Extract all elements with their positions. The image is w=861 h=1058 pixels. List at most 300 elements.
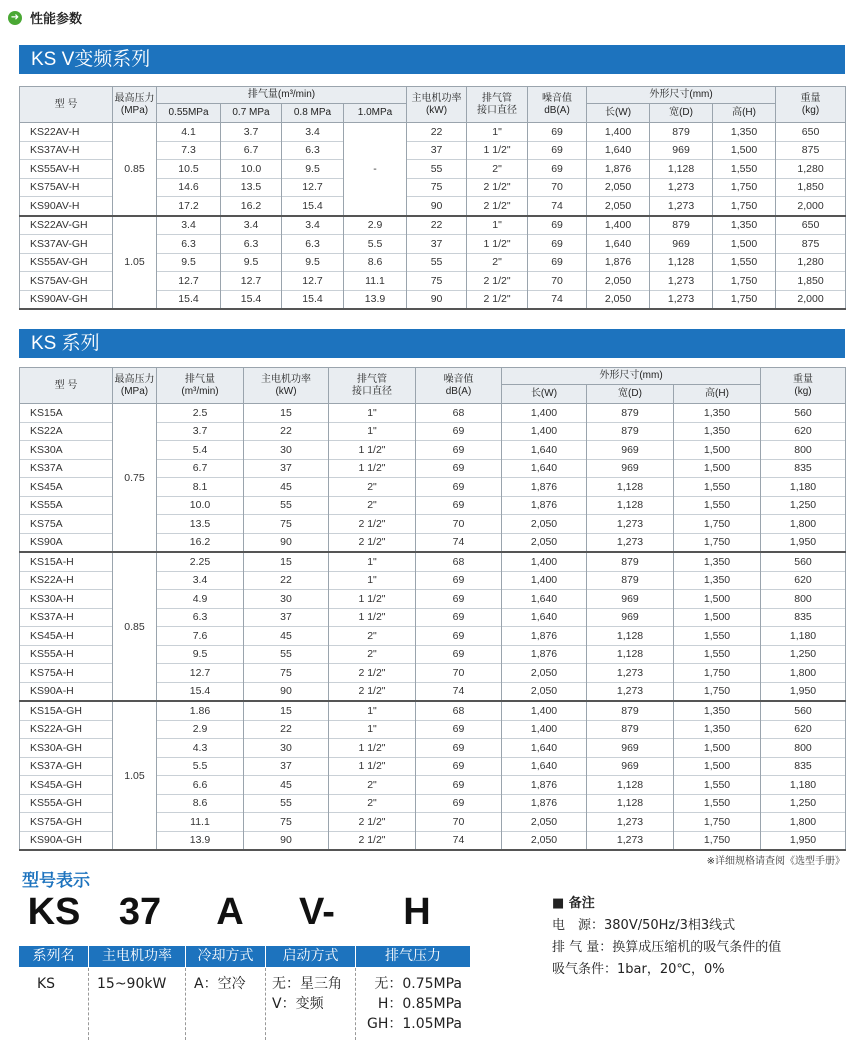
value-cell: 69 (416, 478, 502, 497)
value-cell: 1,950 (761, 682, 846, 701)
value-cell: 1,876 (502, 627, 587, 646)
value-cell: 70 (416, 813, 502, 832)
model-cell: KS37AV-GH (20, 235, 113, 254)
value-cell: 4.3 (157, 739, 244, 758)
value-cell: 2 1/2" (329, 664, 416, 683)
value-cell: 879 (650, 123, 713, 142)
code-series: KS (27, 891, 81, 933)
value-cell: 1" (329, 701, 416, 720)
legend-title: 型号表示 (22, 871, 90, 891)
col-p1: 0.55MPa (157, 104, 221, 123)
value-cell: 2,050 (502, 664, 587, 683)
value-cell: 70 (416, 664, 502, 683)
col-discharge: 排气量 (m³/min) (157, 368, 244, 404)
value-cell: 16.2 (221, 197, 282, 216)
col-p2: 0.7 MPa (221, 104, 282, 123)
value-cell: 650 (776, 123, 846, 142)
value-cell: 1,750 (713, 197, 776, 216)
max-pressure-cell: 0.85 (113, 123, 157, 216)
value-cell: 1" (329, 422, 416, 441)
code-pressure: H (403, 891, 431, 933)
code-power: 37 (118, 891, 162, 933)
value-cell: 1,250 (761, 496, 846, 515)
value-cell: 1 1/2" (467, 235, 528, 254)
model-cell: KS90A-GH (20, 831, 113, 850)
max-pressure-cell: 0.75 (113, 404, 157, 553)
value-cell: 1,750 (674, 533, 761, 552)
value-cell: 37 (244, 608, 329, 627)
model-cell: KS22A-H (20, 571, 113, 590)
value-cell: 1,750 (713, 290, 776, 309)
value-cell: 69 (416, 459, 502, 478)
value-cell: 2 1/2" (329, 831, 416, 850)
value-cell: 1,350 (713, 216, 776, 235)
col-height: 高(H) (674, 385, 761, 404)
value-cell: 1" (329, 404, 416, 423)
value-cell: 69 (528, 235, 587, 254)
value-cell: 10.0 (221, 160, 282, 179)
value-cell: 969 (587, 590, 674, 609)
value-cell: 1,350 (674, 571, 761, 590)
value-cell: 8.1 (157, 478, 244, 497)
model-cell: KS30A (20, 441, 113, 460)
value-cell: 1,750 (674, 813, 761, 832)
value-cell: 1,750 (674, 831, 761, 850)
value-cell: 1,400 (587, 216, 650, 235)
model-cell: KS75A-GH (20, 813, 113, 832)
value-cell: 1 1/2" (329, 590, 416, 609)
value-cell: 22 (407, 123, 467, 142)
value-cell: 68 (416, 552, 502, 571)
value-cell: 2" (467, 253, 528, 272)
value-cell: 1,950 (761, 831, 846, 850)
legend-header (19, 946, 470, 967)
remarks (552, 893, 781, 981)
model-cell: KS55A-H (20, 645, 113, 664)
value-cell: 1,280 (776, 160, 846, 179)
value-cell: 2,050 (502, 515, 587, 534)
model-cell: KS90AV-GH (20, 290, 113, 309)
value-cell: 1,500 (713, 141, 776, 160)
value-cell: 1,550 (674, 794, 761, 813)
value-cell: 1,500 (674, 608, 761, 627)
legend-header-power: 主电机功率 (89, 946, 186, 967)
value-cell: 1 1/2" (329, 739, 416, 758)
value-cell: 1,273 (650, 178, 713, 197)
value-cell: 2,050 (587, 272, 650, 291)
value-cell: 835 (761, 757, 846, 776)
col-dims: 外形尺寸(mm) (502, 368, 761, 385)
value-cell: 1,350 (674, 422, 761, 441)
value-cell: 1,273 (587, 533, 674, 552)
value-cell: 879 (587, 571, 674, 590)
model-cell: KS75A (20, 515, 113, 534)
model-cell: KS22A (20, 422, 113, 441)
value-cell: 14.6 (157, 178, 221, 197)
model-cell: KS37A (20, 459, 113, 478)
value-cell: 1,640 (502, 441, 587, 460)
value-cell: 45 (244, 478, 329, 497)
value-cell: 2" (467, 160, 528, 179)
value-cell: 560 (761, 404, 846, 423)
value-cell: 70 (416, 515, 502, 534)
legend-header-cooling: 冷却方式 (186, 946, 266, 967)
value-cell: 15 (244, 552, 329, 571)
value-cell: 69 (528, 253, 587, 272)
value-cell: 1,350 (674, 552, 761, 571)
col-pipe: 排气管 接口直径 (467, 87, 528, 123)
value-cell: 2 1/2" (329, 682, 416, 701)
value-cell: 879 (587, 404, 674, 423)
value-cell: 9.5 (157, 645, 244, 664)
value-cell: 2 1/2" (329, 533, 416, 552)
value-cell: 69 (416, 496, 502, 515)
value-cell: 1,273 (650, 290, 713, 309)
value-cell: 2.25 (157, 552, 244, 571)
value-cell: 69 (416, 645, 502, 664)
value-cell: 879 (587, 720, 674, 739)
value-cell: 1,550 (674, 627, 761, 646)
value-cell: 1,750 (674, 664, 761, 683)
value-cell: 1,800 (761, 813, 846, 832)
value-cell: 90 (407, 197, 467, 216)
value-cell: 969 (587, 441, 674, 460)
value-cell: 90 (244, 533, 329, 552)
discharge-cell: - (344, 123, 407, 216)
value-cell: 3.4 (157, 571, 244, 590)
value-cell: 969 (587, 757, 674, 776)
value-cell: 2 1/2" (329, 515, 416, 534)
value-cell: 15 (244, 701, 329, 720)
value-cell: 15.4 (157, 290, 221, 309)
value-cell: 2 1/2" (329, 813, 416, 832)
value-cell: 9.5 (282, 253, 344, 272)
value-cell: 1,500 (674, 757, 761, 776)
value-cell: 69 (416, 739, 502, 758)
value-cell: 55 (244, 645, 329, 664)
value-cell: 1,273 (587, 682, 674, 701)
value-cell: 30 (244, 590, 329, 609)
col-power: 主电机功率 (kW) (407, 87, 467, 123)
value-cell: 16.2 (157, 533, 244, 552)
value-cell: 800 (761, 590, 846, 609)
value-cell: 1,876 (587, 253, 650, 272)
value-cell: 1,876 (587, 160, 650, 179)
value-cell: 1,273 (650, 197, 713, 216)
value-cell: 70 (528, 178, 587, 197)
value-cell: 1" (329, 720, 416, 739)
model-cell: KS55AV-GH (20, 253, 113, 272)
model-cell: KS90AV-H (20, 197, 113, 216)
value-cell: 969 (587, 608, 674, 627)
value-cell: 12.7 (157, 664, 244, 683)
value-cell: 2,050 (502, 813, 587, 832)
value-cell: 1,750 (713, 272, 776, 291)
code-cooling: A (216, 891, 244, 933)
value-cell: 12.7 (221, 272, 282, 291)
max-pressure-cell: 1.05 (113, 701, 157, 850)
value-cell: 2 1/2" (467, 178, 528, 197)
value-cell: 4.1 (157, 123, 221, 142)
ksv-banner: KS V变频系列 (19, 45, 845, 74)
value-cell: 2" (329, 627, 416, 646)
value-cell: 75 (244, 813, 329, 832)
remarks-heading: ■ 备注 (552, 896, 595, 911)
value-cell: 69 (416, 794, 502, 813)
value-cell: 1,640 (502, 757, 587, 776)
col-noise: 噪音值 dB(A) (416, 368, 502, 404)
value-cell: 90 (244, 682, 329, 701)
value-cell: 69 (416, 627, 502, 646)
value-cell: 37 (244, 459, 329, 478)
value-cell: 12.7 (157, 272, 221, 291)
value-cell: 5.5 (157, 757, 244, 776)
table-row (20, 701, 846, 720)
value-cell: 875 (776, 235, 846, 254)
value-cell: 5.4 (157, 441, 244, 460)
value-cell: 45 (244, 776, 329, 795)
value-cell: 15.4 (282, 290, 344, 309)
model-cell: KS55A-GH (20, 794, 113, 813)
value-cell: 2,050 (502, 682, 587, 701)
model-cell: KS75AV-H (20, 178, 113, 197)
max-pressure-cell: 0.85 (113, 552, 157, 701)
value-cell: 68 (416, 404, 502, 423)
value-cell: 37 (244, 757, 329, 776)
value-cell: 2,050 (587, 290, 650, 309)
legend-pressure-values: 无：0.75MPa H：0.85MPa GH：1.05MPa (366, 976, 462, 1032)
value-cell: 1,350 (674, 404, 761, 423)
value-cell: 875 (776, 141, 846, 160)
value-cell: 1,128 (587, 478, 674, 497)
value-cell: 74 (528, 197, 587, 216)
value-cell: 1,180 (761, 776, 846, 795)
value-cell: 1,128 (587, 496, 674, 515)
value-cell: 6.3 (157, 235, 221, 254)
table-row (20, 123, 846, 142)
model-cell: KS37A-H (20, 608, 113, 627)
value-cell: 13.9 (157, 831, 244, 850)
value-cell: 2" (329, 496, 416, 515)
value-cell: 1,750 (674, 515, 761, 534)
model-cell: KS45A-GH (20, 776, 113, 795)
legend-power-values: 15~90kW (89, 968, 186, 1040)
value-cell: 1 1/2" (329, 441, 416, 460)
value-cell: 2 1/2" (467, 290, 528, 309)
value-cell: 2,050 (587, 178, 650, 197)
model-cell: KS22AV-GH (20, 216, 113, 235)
value-cell: 74 (416, 682, 502, 701)
value-cell: 12.7 (282, 272, 344, 291)
value-cell: 55 (407, 253, 467, 272)
value-cell: 1,400 (502, 571, 587, 590)
value-cell: 1,876 (502, 645, 587, 664)
max-pressure-cell: 1.05 (113, 216, 157, 310)
value-cell: 30 (244, 739, 329, 758)
value-cell: 75 (407, 178, 467, 197)
value-cell: 1,500 (713, 235, 776, 254)
value-cell: 879 (650, 216, 713, 235)
value-cell: 9.5 (221, 253, 282, 272)
value-cell: 1,128 (650, 253, 713, 272)
col-height: 高(H) (713, 104, 776, 123)
value-cell: 969 (587, 739, 674, 758)
legend-cooling-values: A：空冷 (186, 968, 266, 1040)
col-noise: 噪音值 dB(A) (528, 87, 587, 123)
value-cell: 1,128 (587, 645, 674, 664)
value-cell: 1,800 (761, 515, 846, 534)
section-title: 性能参数 (30, 12, 83, 27)
value-cell: 8.6 (344, 253, 407, 272)
value-cell: 1,400 (502, 701, 587, 720)
value-cell: 1,640 (502, 739, 587, 758)
col-p3: 0.8 MPa (282, 104, 344, 123)
value-cell: 69 (416, 608, 502, 627)
value-cell: 1,876 (502, 478, 587, 497)
value-cell: 1,550 (713, 253, 776, 272)
value-cell: 1,128 (587, 627, 674, 646)
col-pipe: 排气管 接口直径 (329, 368, 416, 404)
value-cell: 1,950 (761, 533, 846, 552)
value-cell: 75 (244, 515, 329, 534)
value-cell: 1,400 (502, 720, 587, 739)
value-cell: 1 1/2" (329, 757, 416, 776)
remark-line: 电 源：380V/50Hz/3相3线式 (552, 918, 736, 933)
value-cell: 10.5 (157, 160, 221, 179)
value-cell: 1,850 (776, 272, 846, 291)
value-cell: 6.3 (282, 235, 344, 254)
value-cell: 1,876 (502, 794, 587, 813)
remark-line: 吸气条件：1bar，20℃，0% (552, 962, 725, 977)
value-cell: 45 (244, 627, 329, 646)
value-cell: 1,400 (587, 123, 650, 142)
value-cell: 1,750 (713, 178, 776, 197)
value-cell: 13.5 (221, 178, 282, 197)
model-cell: KS37A-GH (20, 757, 113, 776)
model-cell: KS15A-H (20, 552, 113, 571)
ks-spec-table (19, 367, 846, 851)
legend-values (19, 968, 470, 1040)
spec-note: ※详细规格请查阅《选型手册》 (706, 856, 845, 867)
value-cell: 3.4 (282, 216, 344, 235)
value-cell: 620 (761, 571, 846, 590)
value-cell: 1,640 (587, 141, 650, 160)
value-cell: 1 1/2" (467, 141, 528, 160)
value-cell: 2" (329, 645, 416, 664)
col-max-pressure: 最高压力 (MPa) (113, 368, 157, 404)
value-cell: 1,500 (674, 590, 761, 609)
value-cell: 6.3 (157, 608, 244, 627)
code-start: V- (299, 891, 335, 933)
value-cell: 1,750 (674, 682, 761, 701)
col-weight: 重量 (kg) (776, 87, 846, 123)
model-cell: KS37AV-H (20, 141, 113, 160)
value-cell: 1,550 (713, 160, 776, 179)
section-header (8, 8, 82, 27)
value-cell: 22 (244, 422, 329, 441)
value-cell: 1,640 (502, 590, 587, 609)
value-cell: 969 (650, 235, 713, 254)
value-cell: 1,640 (502, 608, 587, 627)
value-cell: 69 (528, 160, 587, 179)
legend-start-values: 无：星三角 V：变频 (266, 968, 356, 1040)
value-cell: 1,180 (761, 478, 846, 497)
value-cell: 9.5 (157, 253, 221, 272)
value-cell: 620 (761, 422, 846, 441)
value-cell: 2.9 (344, 216, 407, 235)
value-cell: 74 (528, 290, 587, 309)
legend-series-values: KS (19, 968, 89, 1040)
col-width: 宽(D) (587, 385, 674, 404)
model-cell: KS30A-H (20, 590, 113, 609)
col-discharge: 排气量(m³/min) (157, 87, 407, 104)
value-cell: 10.0 (157, 496, 244, 515)
model-cell: KS90A (20, 533, 113, 552)
col-max-pressure: 最高压力 (MPa) (113, 87, 157, 123)
value-cell: 7.3 (157, 141, 221, 160)
value-cell: 6.3 (282, 141, 344, 160)
value-cell: 75 (244, 664, 329, 683)
value-cell: 2,000 (776, 290, 846, 309)
col-length: 长(W) (502, 385, 587, 404)
value-cell: 2" (329, 776, 416, 795)
value-cell: 1,500 (674, 459, 761, 478)
value-cell: 1,400 (502, 404, 587, 423)
value-cell: 22 (407, 216, 467, 235)
value-cell: 69 (416, 422, 502, 441)
model-cell: KS45A-H (20, 627, 113, 646)
model-cell: KS30A-GH (20, 739, 113, 758)
value-cell: 13.5 (157, 515, 244, 534)
value-cell: 1,128 (650, 160, 713, 179)
value-cell: 55 (244, 794, 329, 813)
value-cell: 2,000 (776, 197, 846, 216)
col-p4: 1.0MPa (344, 104, 407, 123)
value-cell: 1" (329, 552, 416, 571)
value-cell: 879 (587, 552, 674, 571)
col-power: 主电机功率 (kW) (244, 368, 329, 404)
value-cell: 1 1/2" (329, 459, 416, 478)
value-cell: 1,500 (674, 739, 761, 758)
model-cell: KS45A (20, 478, 113, 497)
legend-header-series: 系列名 (19, 946, 89, 967)
value-cell: 2,050 (502, 533, 587, 552)
value-cell: 1,250 (761, 645, 846, 664)
value-cell: 2,050 (502, 831, 587, 850)
value-cell: 55 (244, 496, 329, 515)
value-cell: 835 (761, 459, 846, 478)
value-cell: 2 1/2" (467, 197, 528, 216)
value-cell: 90 (244, 831, 329, 850)
value-cell: 1,273 (587, 813, 674, 832)
value-cell: 70 (528, 272, 587, 291)
legend-header-start: 启动方式 (266, 946, 356, 967)
value-cell: 15.4 (221, 290, 282, 309)
value-cell: 37 (407, 141, 467, 160)
value-cell: 5.5 (344, 235, 407, 254)
value-cell: 75 (407, 272, 467, 291)
value-cell: 2 1/2" (467, 272, 528, 291)
value-cell: 69 (416, 776, 502, 795)
value-cell: 69 (528, 123, 587, 142)
value-cell: 6.6 (157, 776, 244, 795)
value-cell: 1,273 (587, 515, 674, 534)
value-cell: 1,250 (761, 794, 846, 813)
value-cell: 1,400 (502, 552, 587, 571)
value-cell: 37 (407, 235, 467, 254)
value-cell: 1,280 (776, 253, 846, 272)
value-cell: 9.5 (282, 160, 344, 179)
